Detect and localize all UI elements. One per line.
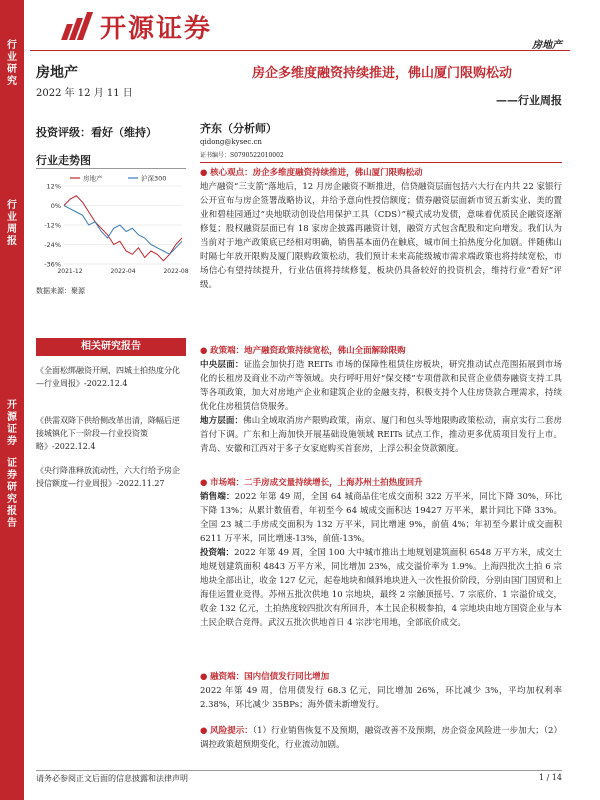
chart-ytick-label: -36% — [44, 260, 61, 269]
page-footer — [36, 770, 562, 784]
chart-legend-label: 沪深300 — [141, 174, 167, 183]
related-report-1[interactable]: 《全面松绑融资开闸，四城土拍热度分化—行业周报》-2022.12.4 — [36, 366, 180, 388]
trend-chart-title: 行业走势图 — [36, 154, 91, 167]
chart-xtick-label: 2021-12 — [57, 268, 83, 275]
paragraph-label: 投资端： — [200, 548, 235, 558]
trend-chart — [36, 172, 189, 282]
logo-text: 开源证券 — [100, 14, 213, 44]
related-report-2[interactable]: 《供需双降下供给侧改革出清，降幅后逆接城镇化下一阶段—行业投资策略》-2022.12.4 — [36, 416, 180, 451]
section-core-view — [200, 166, 562, 292]
paragraph: 2022 年第 49 周，全国 64 城商品住宅成交面积 322 万平米，同比下降 30%，环比下降 13%；从累计数值看，年初至今 64 城成交面积达 19427 万平米，累计同比下降 33%。全国 23 城二手房成交面积为 132 万平米，同比增速 9%，前值 4%；年初至今累计成交面积 6211 万平米，同比增速-13%，前值-13%。 — [200, 492, 562, 544]
related-reports-header: 相关研究报告 — [36, 338, 186, 356]
sidebar-label-weekly: 行业周报 — [7, 200, 17, 247]
sector-name: 房地产 — [36, 65, 78, 81]
section-heading: 核心观点：房企多维度融资持续推进，佛山厦门限购松动 — [210, 168, 423, 178]
paragraph-label: 中央层面： — [200, 360, 244, 370]
sidebar-label-report: 证券研究报告 — [7, 458, 17, 529]
analyst-name: 齐东（分析师） — [200, 122, 277, 135]
sidebar-label-research: 行业研究 — [7, 40, 17, 87]
analyst-divider — [200, 162, 562, 163]
paragraph: 证监会加快打造 REITs 市场的保障性租赁住房板块，研究推动试点范围拓展到市场化的长租房及商业不动产等领域。央行呼吁用好“保交楼”专项借款和民营企业债券融资支持工具等各项政策，加大对房地产企业和建筑企业的金融支持，积极支持个人住房贷款合理需求，持续优化住房租赁信贷服务。 — [200, 360, 562, 412]
chart-ytick-label: -24% — [44, 241, 61, 249]
section-heading: 融资端：国内信债发行同比增加 — [210, 672, 330, 682]
section-heading: 市场端：二手房成交量持续增长，上海苏州土拍热度回升 — [210, 478, 423, 488]
chart-data-source: 数据来源：聚源 — [36, 287, 85, 295]
page-number: 1 / 14 — [538, 773, 562, 782]
chart-legend-label: 房地产 — [83, 174, 103, 183]
section-heading: 风险提示： — [210, 726, 253, 736]
analyst-cert: 证书编号：S0790522010002 — [200, 152, 284, 159]
section-market — [200, 476, 562, 630]
paragraph: （1）行业销售恢复不及预期，融资改善不及预期，房企资金风险进一步加大；（2）调控政策超预期变化，行业流动加剧。 — [200, 726, 562, 750]
bullet-icon: ● — [200, 672, 211, 682]
report-subtitle: ——行业周报 — [496, 94, 562, 107]
section-heading: 政策端：地产融资政策持续宽松，佛山全面解除限购 — [210, 346, 406, 356]
chart-ytick-label: 0% — [50, 202, 61, 210]
paragraph: 地产融资“三支箭”落地后，12 月房企融资不断推进，信贷融资层面包括六大行在内共 22 家银行公开宣布与房企签署战略协议，并给予意向性授信额度；债券融资层面新市贸五新实业、美的置业和碧桂园通过“央地联动创设信用保护工具（CDS）”模式成功发债，意味着优质民企融资逐渐修复；股权融资层面已有 18 家房企披露再融资计划，融资方式包含配股和定向增发。我们认为当前对于地产政策底已经相对明确，销售基本面仍在触底，城市间土拍热度分化加剧。伴随佛山时隔七年放开限购及厦门限购政策松动，我们预计未来高能级城市需求端政策也将持续宽松，市场信心有望持续提升，行业估值将持续修复，板块仍具备较好的投资机会，维持行业“看好”评级。 — [200, 182, 562, 290]
section-risk — [200, 724, 562, 752]
sidebar-label-kysec: 开源证券 — [7, 400, 17, 447]
chart-xtick-label: 2022-04 — [110, 268, 136, 275]
analyst-email[interactable]: qidong@kysec.cn — [200, 138, 262, 146]
bullet-icon: ● — [200, 726, 211, 736]
section-financing — [200, 670, 562, 712]
bullet-icon: ● — [200, 478, 211, 488]
investment-rating: 投资评级：看好（维持） — [36, 126, 157, 139]
paragraph-label: 销售端： — [200, 492, 235, 502]
bullet-icon: ● — [200, 346, 211, 356]
report-date: 2022 年 12 月 11 日 — [36, 88, 133, 99]
paragraph-label: 地方层面： — [200, 416, 244, 426]
header-divider — [30, 50, 570, 51]
chart-ytick-label: -12% — [44, 221, 61, 230]
related-report-3[interactable]: 《央行降准释放流动性，六大行给予房企授信额度—行业周报》-2022.11.27 — [36, 466, 180, 488]
trend-divider — [36, 168, 186, 169]
report-title: 房企多维度融资持续推进，佛山厦门限购松动 — [251, 66, 512, 81]
bullet-icon: ● — [200, 168, 211, 178]
footer-disclaimer: 请务必参阅正文后面的信息披露和法律声明 — [36, 774, 188, 783]
paragraph: 2022 年第 49 周，全国 100 大中城市推出土地规划建筑面积 6548 万平方米，成交土地规划建筑面积 4843 万平方米，同比增加 23%，成交溢价率为 1.9%。上海四批次土拍 6 宗地块全部出让，收金 127 亿元，起卷地块和倾斜地块进入一次性报价阶段，分别由国门国贸和上海佳运置业竞得。苏州五批次供地 10 宗地块，最终 2 宗触顶摇号、7 宗底价、1 宗溢价成交，收金 132 亿元，土拍热度较四批次有所回升，本土民企积极参拍，4 宗地块由地方国资企业与本土民企联合竞得。武汉五批次供地首日 4 宗涉宅用地，全部底价成交。 — [200, 548, 562, 628]
company-logo — [60, 8, 212, 45]
paragraph: 2022 年第 49 周，信用债发行 68.3 亿元，同比增加 26%，环比减少 3%，平均加权利率 2.38%，环比减少 35BPs；海外债未新增发行。 — [200, 686, 562, 710]
logo-mark-icon — [60, 12, 96, 42]
header-sector-tag: 房地产 — [532, 40, 562, 51]
section-policy — [200, 344, 562, 456]
paragraph: 佛山全域取消房产限购政策，南京、厦门和包头等地限购政策松动，南京实行二套房首付下调。广东和上海加快开展基础设施领域 REITs 试点工作，推动更多优质项目发行上市。青岛、安徽和江西对于多子女家庭购买首套房，上浮公积金贷款额度。 — [200, 416, 562, 454]
chart-ytick-label: 12% — [46, 182, 61, 191]
chart-xtick-label: 2022-08 — [163, 268, 189, 275]
